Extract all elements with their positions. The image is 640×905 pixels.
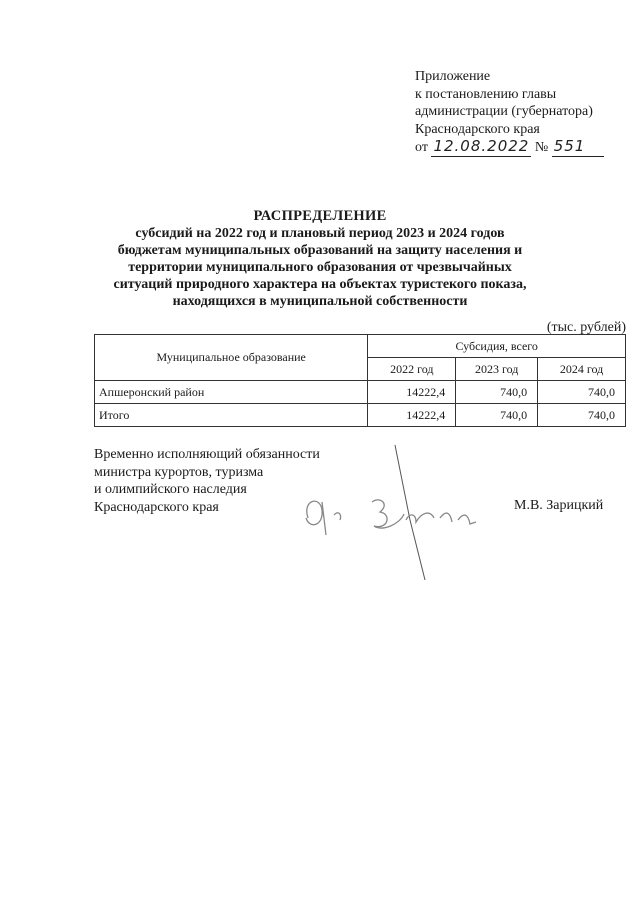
- title-line-2: бюджетам муниципальных образований на защиту населения и: [117, 243, 523, 258]
- table-row: [95, 381, 626, 404]
- appendix-line-3: администрации (губернатора): [415, 104, 593, 119]
- column-header-year: 2024 год: [538, 358, 626, 381]
- row-municipality: Апшеронский район: [95, 381, 368, 404]
- date-prefix: от: [415, 140, 428, 155]
- row-value-2024: 740,0: [538, 381, 626, 404]
- appendix-line-2: к постановлению главы: [415, 86, 557, 102]
- row-value-2022: 14222,4: [368, 404, 456, 427]
- table-row-total: [95, 404, 626, 427]
- appendix-line-1: Приложение: [415, 69, 491, 84]
- appendix-line-4: Краснодарского края: [415, 121, 540, 137]
- decree-number: 551: [552, 138, 604, 157]
- signatory-line-2: министра курортов, туризма: [94, 464, 264, 480]
- row-value-2023: 740,0: [456, 381, 538, 404]
- decree-date-line: [415, 138, 604, 157]
- column-header-subsidy: Субсидия, всего: [368, 335, 626, 358]
- signatory-line-1: Временно исполняющий обязанности: [94, 447, 320, 462]
- signatory-line-4: Краснодарского края: [94, 499, 219, 515]
- column-header-municipality: Муниципальное образование: [95, 335, 368, 381]
- appendix-header: [415, 68, 604, 157]
- signer-name: М.В. Зарицкий: [514, 498, 604, 513]
- handwritten-signature: [300, 440, 500, 590]
- signatory-position: [94, 446, 320, 516]
- document-title: [0, 208, 640, 310]
- row-municipality: Итого: [95, 404, 368, 427]
- title-line-5: находящихся в муниципальной собственности: [172, 294, 468, 309]
- signatory-line-3: и олимпийского наследия: [94, 482, 247, 497]
- subsidy-table: [94, 334, 626, 427]
- row-value-2024: 740,0: [538, 404, 626, 427]
- decree-date: 12.08.2022: [433, 137, 530, 155]
- unit-label: (тыс. рублей): [546, 320, 626, 335]
- table-header-row: [95, 335, 626, 358]
- number-prefix: №: [534, 140, 549, 155]
- column-header-year: 2022 год: [368, 358, 456, 381]
- row-value-2022: 14222,4: [368, 381, 456, 404]
- column-header-year: 2023 год: [456, 358, 538, 381]
- title-line-4: ситуаций природного характера на объектах туристекого показа,: [113, 277, 527, 292]
- title-line-3: территории муниципального образования от чрезвычайных: [128, 260, 512, 275]
- title-line-1: субсидий на 2022 год и плановый период 2023 и 2024 годов: [135, 226, 505, 241]
- row-value-2023: 740,0: [456, 404, 538, 427]
- title-main: РАСПРЕДЕЛЕНИЕ: [253, 208, 387, 224]
